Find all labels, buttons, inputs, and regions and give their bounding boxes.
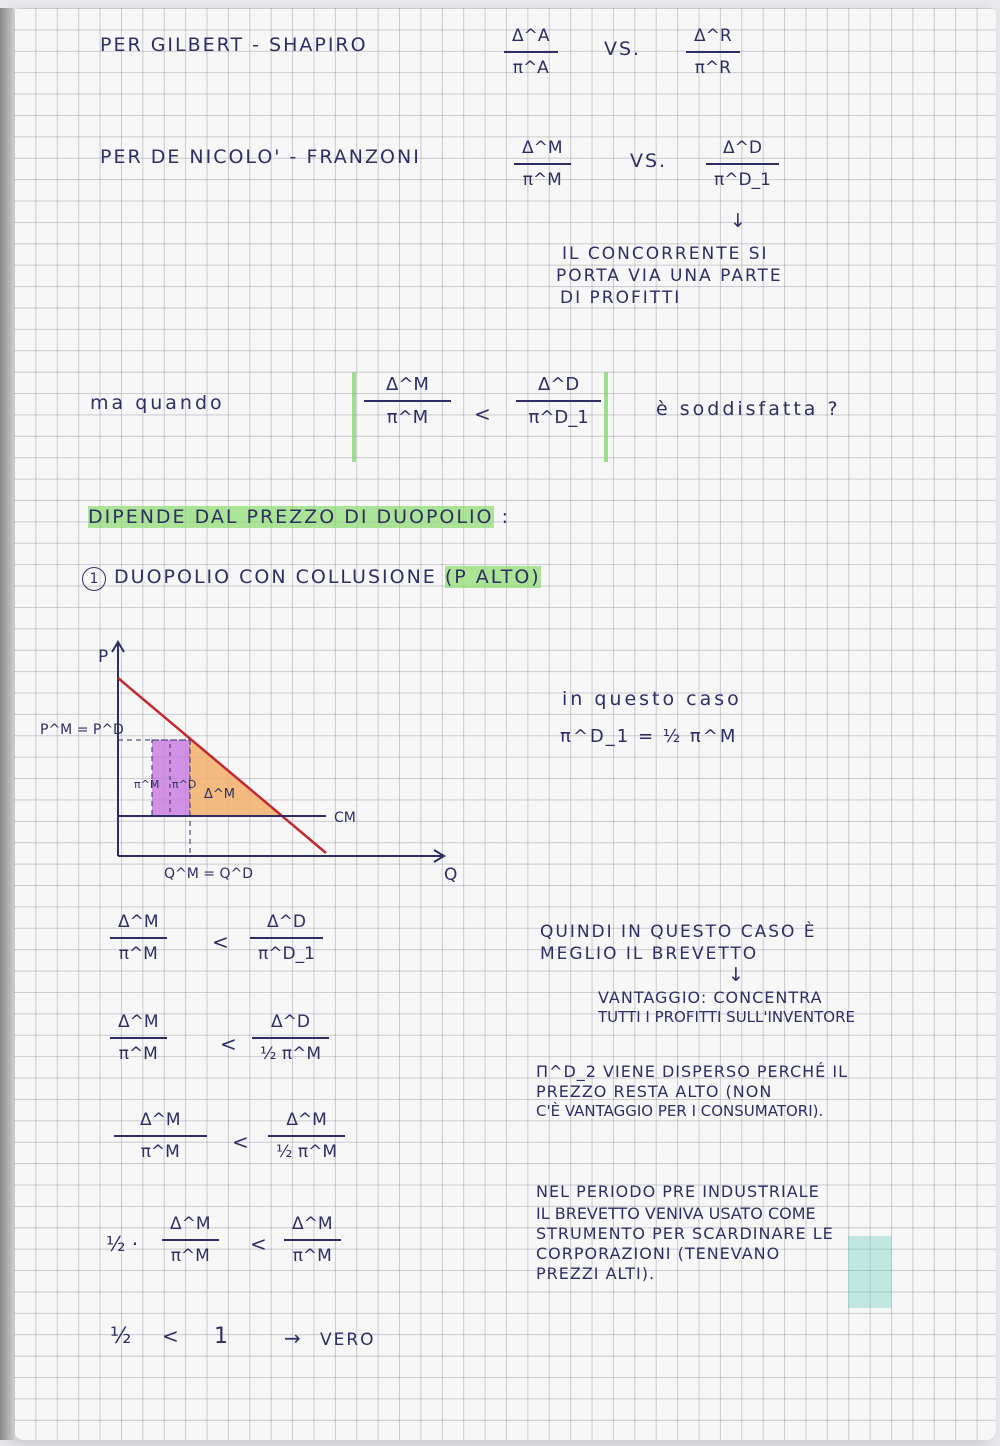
r1-left-num: Δ^M (118, 912, 159, 932)
pi-equation: π^D_1 = ½ π^M (560, 726, 738, 747)
r2-left-num: Δ^M (118, 1012, 159, 1032)
dispersion-line-1: Π^D_2 VIENE DISPERSO PERCHÉ IL (536, 1062, 848, 1081)
r2-lt: < (220, 1032, 237, 1056)
dnf-left-den: π^M (522, 169, 562, 190)
r4-coefficient: ½ · (106, 1232, 139, 1256)
green-highlight-left (352, 372, 356, 462)
y-axis-label: P (98, 647, 109, 667)
fraction-bar (284, 1239, 341, 1241)
r2-right-den: ½ π^M (260, 1043, 322, 1064)
question-prefix: ma quando (90, 392, 225, 414)
delta-area-label: Δ^M (204, 787, 236, 802)
fraction-bar (706, 163, 779, 165)
fraction-bar (110, 937, 167, 939)
q-right-den: π^D_1 (528, 406, 589, 428)
fraction-bar (110, 1037, 167, 1039)
gs-right-num: Δ^R (694, 26, 732, 46)
fraction-bar (162, 1239, 219, 1241)
case1-text: DUOPOLIO CON COLLUSIONE (114, 566, 437, 588)
r1-right-fraction (250, 912, 323, 964)
gs-left-den: π^A (512, 57, 549, 78)
r4-left-num: Δ^M (170, 1214, 211, 1234)
gs-vs: VS. (604, 38, 642, 60)
question-suffix: è soddisfatta ? (656, 398, 841, 420)
gs-fraction-right (686, 26, 740, 78)
dispersion-line-3: C'È VANTAGGIO PER I CONSUMATORI). (536, 1102, 824, 1120)
r1-right-den: π^D_1 (258, 943, 315, 964)
better-line-1: QUINDI IN QUESTO CASO È (540, 922, 817, 942)
history-line-4: CORPORAZIONI (TENEVANO (536, 1244, 781, 1263)
gs-right-den: π^R (694, 57, 731, 78)
pi-d-area-label: π^D (172, 778, 197, 791)
fraction-bar (114, 1135, 207, 1137)
dnf-right-den: π^D_1 (714, 169, 771, 190)
fraction-bar (514, 163, 571, 165)
advantage-arrow-icon: ↓ (728, 964, 746, 986)
fraction-bar (686, 51, 740, 53)
r4-left-fraction (162, 1214, 219, 1266)
r3-left-fraction (114, 1110, 207, 1162)
q-left-den: π^M (386, 406, 429, 428)
r3-right-den: ½ π^M (276, 1141, 338, 1162)
dnf-left-num: Δ^M (522, 138, 563, 158)
history-line-3: STRUMENTO PER SCARDINARE LE (536, 1224, 834, 1243)
fraction-bar (268, 1135, 345, 1137)
dnf-fraction-right (706, 138, 779, 190)
r4-left-den: π^M (170, 1245, 210, 1266)
r2-left-fraction (110, 1012, 167, 1064)
r1-left-den: π^M (118, 943, 158, 964)
r2-right-fraction (252, 1012, 329, 1064)
green-highlight-right (604, 372, 608, 462)
r4-right-den: π^M (292, 1245, 332, 1266)
history-line-5: PREZZI ALTI). (536, 1264, 656, 1283)
question-less-than: < (474, 402, 491, 426)
history-line-1: NEL PERIODO PRE INDUSTRIALE (536, 1182, 820, 1201)
r3-left-den: π^M (140, 1141, 180, 1162)
r4-right-num: Δ^M (292, 1214, 333, 1234)
price-label: P^M = P^D (40, 722, 124, 738)
r4-lt: < (250, 1232, 267, 1256)
r3-lt: < (232, 1130, 249, 1154)
fraction-bar (364, 400, 451, 402)
note-line-3: DI PROFITTI (560, 288, 682, 308)
r3-right-fraction (268, 1110, 345, 1162)
fraction-bar (516, 400, 601, 402)
q-left-num: Δ^M (386, 374, 429, 395)
down-arrow-icon: ↓ (730, 210, 748, 232)
cm-label: CM (334, 810, 356, 826)
note-line-1: IL CONCORRENTE SI (562, 244, 769, 264)
de-nicolo-franzoni-label: PER DE NICOLO' - FRANZONI (100, 146, 421, 168)
r1-right-num: Δ^D (266, 912, 306, 932)
case1-line (82, 566, 541, 591)
dnf-right-num: Δ^D (722, 138, 762, 158)
final-lhs: ½ (110, 1324, 132, 1349)
final-rhs: 1 (214, 1324, 228, 1349)
question-fraction-right (516, 374, 601, 428)
advantage-line-2: TUTTI I PROFITTI SULL'INVENTORE (598, 1008, 855, 1026)
case1-tag: (P ALTO) (444, 566, 541, 588)
final-arrow-icon: → (284, 1326, 301, 1350)
history-line-2: IL BREVETTO VENIVA USATO COME (536, 1204, 816, 1223)
gilbert-shapiro-label: PER GILBERT - SHAPIRO (100, 34, 368, 56)
r2-right-num: Δ^D (271, 1012, 310, 1032)
question-fraction-left (364, 374, 451, 428)
r4-right-fraction (284, 1214, 341, 1266)
duopoly-graph (34, 628, 474, 888)
teal-marker-mark (848, 1236, 892, 1308)
fraction-bar (250, 937, 323, 939)
dnf-fraction-left (514, 138, 571, 190)
depends-text: DIPENDE DAL PREZZO DI DUOPOLIO (88, 506, 494, 528)
advantage-line-1: VANTAGGIO: CONCENTRA (598, 988, 823, 1007)
dispersion-line-2: PREZZO RESTA ALTO (NON (536, 1082, 773, 1101)
r3-right-num: Δ^M (286, 1110, 327, 1130)
final-lt: < (162, 1324, 179, 1348)
note-line-2: PORTA VIA UNA PARTE (556, 266, 783, 286)
case1-number: 1 (82, 567, 106, 591)
r1-left-fraction (110, 912, 167, 964)
r1-lt: < (212, 930, 229, 954)
pi-m-area-label: π^M (134, 778, 160, 791)
demand-line (118, 678, 326, 853)
depends-colon: : (501, 506, 510, 528)
quantity-label: Q^M = Q^D (164, 866, 253, 882)
notebook-page (14, 8, 996, 1440)
dnf-vs: VS. (630, 150, 668, 172)
x-axis-label: Q (444, 865, 458, 885)
better-line-2: MEGLIO IL BREVETTO (540, 944, 759, 964)
case-line: in questo caso (562, 688, 742, 710)
r3-left-num: Δ^M (140, 1110, 181, 1130)
fraction-bar (504, 51, 558, 53)
fraction-bar (252, 1037, 329, 1039)
q-right-num: Δ^D (538, 374, 580, 395)
r2-left-den: π^M (118, 1043, 158, 1064)
final-word: VERO (320, 1330, 376, 1350)
gs-left-num: Δ^A (512, 26, 550, 46)
gs-fraction-left (504, 26, 558, 78)
depends-line (88, 506, 510, 528)
